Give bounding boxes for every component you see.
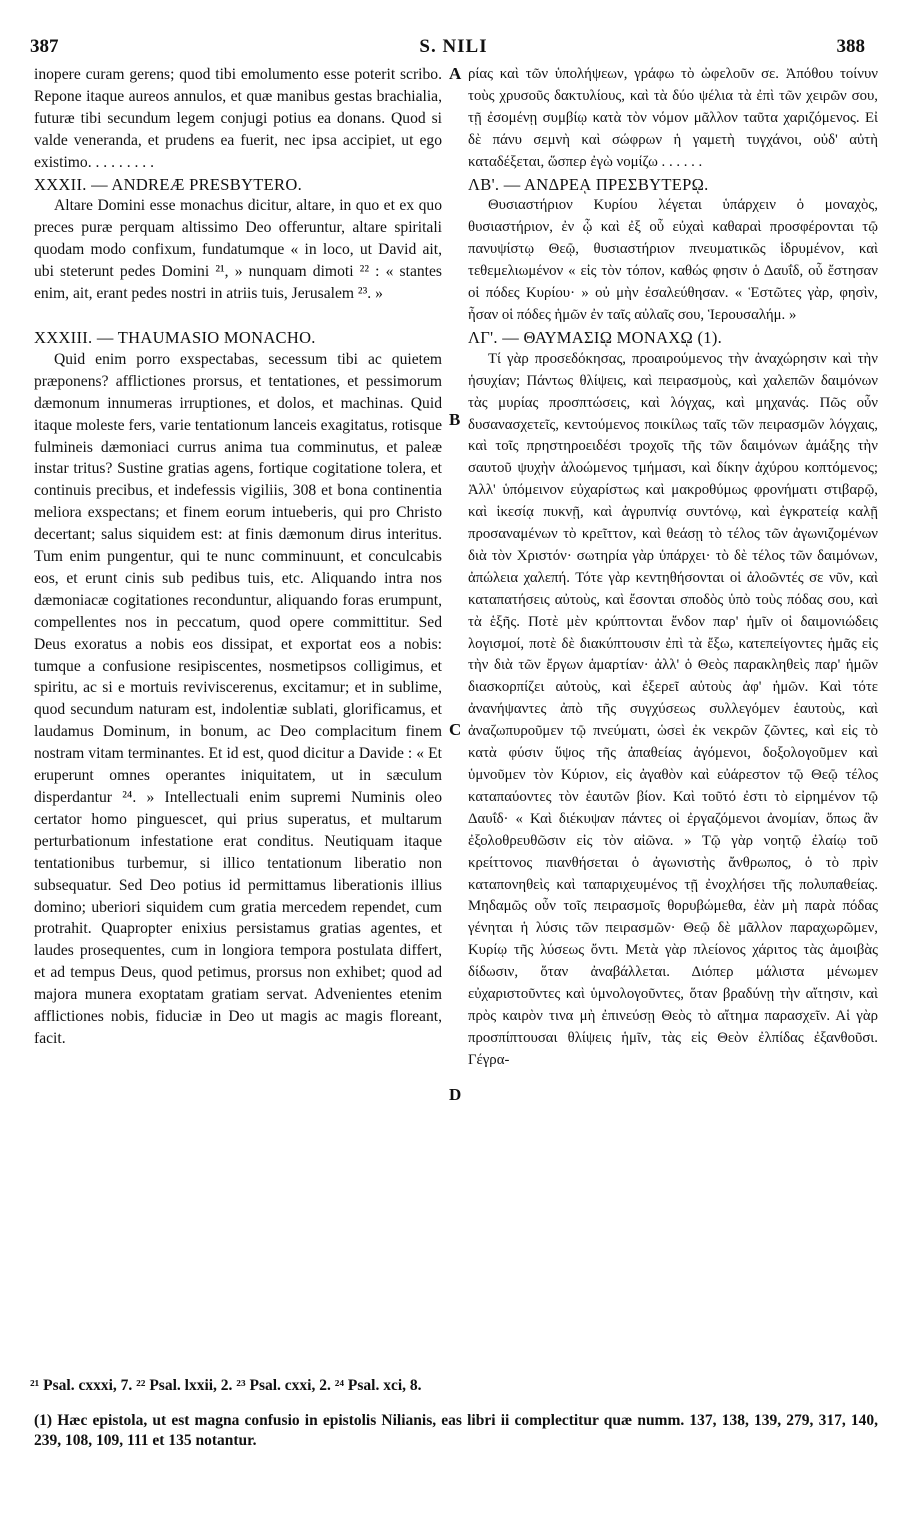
running-head: S. NILI: [419, 36, 488, 57]
latin-heading-xxxiii: XXXIII. — THAUMASIO MONACHO.: [34, 327, 316, 347]
page-number-right: 388: [836, 36, 865, 57]
latin-column: [34, 64, 442, 1050]
greek-body-lg: Τί γὰρ προσεδόκησας, προαιρούμενος τὴν ἀναχώρησιν καὶ τὴν ἡσυχίαν; Πάντως θλίψεις, καὶ πειρασμοὺς, καὶ χαλεπῶν δαιμόνων τὰς μυρίας προσπτώσεις, καὶ λόγχας, καὶ μηχανάς. Πῶς οὖν δυσανασχετεῖς, κεντούμενος ποικίλως ταῖς τῶν πειρασμῶν λόγχαις, καὶ τοῖς πρηστηροειδέσι τροχοῖς τῆς τῶν δαιμόνων ἁμάξης τὴν σαυτοῦ ψυχὴν ἀλοώμενος τμήμασι, καὶ δίκην ἀχύρου κοπτόμενος; Ἀλλ' ὑπόμεινον εὐχαρίστως καὶ μακροθύμως φρονήματι στιβαρῷ, καὶ ἱκεσίᾳ πυκνῇ, καὶ ἀγρυπνίᾳ συντόνῳ, καὶ ἐγκρατείᾳ καλῇ προσαναμένων τὸ κρεῖττον, καὶ θεάσῃ τὸ τέλος τῶν ἀγωνιζομένων διὰ τὸν Χριστόν· σωτηρία γὰρ ὑπάρχει· τὸ δὲ τέλος τῶν δαιμόνων, ἀπώλεια χαλεπή. Τότε γὰρ κεντηθήσονται οἱ ἀλοῶντές σε νῦν, καὶ καταπατήσεις αὐτοὺς, καὶ ἔσονται σποδὸς ὑπὸ τοὺς πόδας σου, καὶ τὰ ἑξῆς. Ποτὲ μὲν κρύπτονται ἔνδον παρ' ἡμῖν οἱ δαιμονιώδεις λογισμοί, ποτὲ δὲ διακύπτουσιν ἐπὶ τὰ ἔξω, κατεπείγοντες ἡμᾶς εἰς τὴν διὰ τῶν ἔργων ἁμαρτίαν· ἀλλ' ὁ Θεὸς παρακληθεὶς παρ' ἡμῶν διασκορπίζει αὐτοὺς, καὶ ἐξερεῖ αὐτοὺς ἀφ' ἡμῶν. Καὶ τότε ἀνανήψαντες ἀπὸ τῆς συγχύσεως συλλεγόμεν ἑαυτοὺς, καὶ ἀναζωπυροῦμεν τῷ πνεύματι, ὡσεὶ ἐκ νεκρῶν ζῶντες, καὶ εἰς τὸ κατὰ φύσιν ὕψος τῆς ἀπαθείας ἀγόμενοι, δοξολογοῦμεν καὶ ὑμνοῦμεν τὸν Κύριον, εἰς ἀγαθὸν καὶ εὐάρεστον τῷ Θεῷ τέλος καταπαύοντες τὸν ἑαυτῶν βίον. Καὶ τοῦτό ἐστι τὸ εἰρημένον τῷ Δαυΐδ· « Καὶ διέκυψαν πάντες οἱ ἐργαζόμενοι ἀνομίαν, ὅπως ἂν ἐξολοθρευθῶσιν εἰς τὸν αἰῶνα. » Τῷ γὰρ νοητῷ ἐλαίῳ τοῦ κρείττονος πιανθήσεται ὁ ἀγωνιστὴς ἄνθρωπος, ὁ τὸ πρὶν καταπονηθεὶς καὶ ταπαριχευμένος τῇ ἐνοχλήσει τῆς πολυπαθείας. Μηδαμῶς οὖν τοῖς πειρασμοῖς θορυβώμεθα, ἐὰν μὴ παρὰ πόδας γένηται ἡ λύσις τῶν πειρασμῶν· Θεῷ δὲ μᾶλλον παραχωρῶμεν, Κυρίῳ τῆς λύσεως ὄντι. Μετὰ γὰρ πλείονος χάριτος τὰς ἀμοιβὰς δίδωσιν, ὅταν ἀναβάλλεται. Διόπερ μάλιστα μένωμεν εὐχαριστοῦντες καὶ ὑμνολογοῦντες, ὅταν βραδύνῃ τὴν αἴτησιν, καὶ πρὸς καιρὸν τινα μὴ ἐπινεύσῃ Θεὸς τὸ αἴτημα παρασχεῖν. Αἱ γὰρ προσπίπτουσαι θλίψεις ἡμῖν, τὰς εἰς Θεὸν ἐλπίδας ἐξανθοῦσι. Γέγρα-: [468, 350, 878, 1068]
margin-letter-b: B: [449, 410, 461, 429]
greek-heading-lg: ΛΓ'. — ΘΑΥΜΑΣΙῼ ΜΟΝΑΧῼ (1).: [468, 327, 723, 347]
margin-letter-d: D: [449, 1085, 462, 1104]
footnote-references: ²¹ Psal. cxxxi, 7. ²² Psal. lxxii, 2. ²³ Psal. cxxi, 2. ²⁴ Psal. xci, 8.: [30, 1377, 422, 1394]
page-number-left: 387: [30, 36, 59, 57]
greek-body-lb: Θυσιαστήριον Κυρίου λέγεται ὑπάρχειν ὁ μοναχὸς, θυσιαστήριον, ἐν ᾧ καὶ ἐξ οὗ εὐχαὶ καθαραὶ προσφέρονται τῷ πανυψίστῳ Θεῷ, θυσιαστήριον πνευματικῶς ἱδρυμένον, καὶ τεθεμελιωμένον « εἰς τὸν τόπον, καθώς φησιν ὁ Δαυΐδ, οὗ ἔστησαν οἱ πόδες Κυρίου· » οὐ μὴν ἐσαλεύθησαν. « Ἑστῶτες γὰρ, φησὶν, ἦσαν οἱ πόδες ἡμῶν ἐν ταῖς αὐλαῖς σου, Ἱερουσαλήμ. »: [468, 197, 878, 323]
latin-body-xxxiii: Quid enim porro exspectabas, secessum tibi ac quietem præponens? afflictiones prorsus, et tentationes, et pessimorum dæmonum innumeras irruptiones, et dolos, et machinas. Quid itaque moleste fers, varie tentationum lanceis exagitatus, rotisque fulmineis dæmoniaci currus anima tua comminutus, et paleæ instar tritus? Sustine gratias agens, fortique cogitatione tolera, et continuis precibus, et indefessis vigiliis, 308 et bona continentia meliora exspectans; et finem eorum intueberis, qui pro Christo decertant; salus siquidem est: at finis dæmonum dirus interitus. Tum enim pungentur, qui te nunc comminuunt, et conculcabis eos, et erunt cinis sub pedibus tuis, etc. Aliquando intra nos dæmoniacæ cogitationes reconduntur, aliquando foras erumpunt, compellentes nos in peccatum, quod opere committitur. Sed Deus exoratus a nobis eos dissipat, et exportat eos a nobis: tumque a confusione resipiscentes, nosmetipsos colligimus, et spiritu, ac si e mortuis reviviscerenus, excitamur; et in sublime, quod secundum naturam est, indolentiæ sublati, glorificamus, et laudamus Dominum, in bonum, ac Deo complacitum finem nostram vitam terminantes. Et id est, quod dicitur a Davide : « Et eruperunt omnes operantes iniquitatem, ut in sæculum disperdantur ²⁴. » Intellectuali enim supremi Numinis oleo certator homo pinguescet, qui prius superatus, et multarum perturbationum infestatione erat conditus. Neutiquam itaque tentationibus turbemur, si illico tentationum liberatio non subsequatur. Sed Deo potius id permittamus liberationis illius domino; uberiori siquidem cum gratia mercedem rependet, cum protrahit. Quapropter enixius persistamus gratias agentes, et laudes prosequentes, cum in longiora tempora postulata differt, et ad tempus Deus, quod petimus, prorsus non exhibet; quod ad majora munera exoptatam gratiam servat. Advenientes etenim afflictiones nobis, fiduciæ in Deo ut magis ac magis floreant, facit.: [34, 350, 442, 1047]
margin-letter-a: A: [449, 64, 462, 83]
greek-heading-lb: ΛΒ'. — ΑΝΔΡΕᾼ ΠΡΕΣΒΥΤΕΡῼ.: [468, 174, 709, 194]
latin-intro: inopere curam gerens; quod tibi emolumento esse poterit scribo. Repone itaque aureos annulos, et quæ manibus gestas brachialia, futuræ tibi secundum legem conjugi potius ea donans. Quod si valde veneranda, et prudens ea fuerit, nec ipsa accipiet, ut ego existimo. . . . . . . . .: [34, 66, 442, 171]
footnote-note: (1) Hæc epistola, ut est magna confusio in epistolis Nilianis, eas libri ii complectitur quæ numm. 137, 138, 139, 279, 317, 140, 239, 108, 109, 111 et 135 notantur.: [34, 1412, 878, 1449]
greek-intro: ρίας καὶ τῶν ὑπολήψεων, γράφω τὸ ὠφελοῦν σε. Ἀπόθου τοίνυν τοὺς χρυσοῦς δακτυλίους, καὶ τὰ δύο ψέλια τὰ ἐπὶ τῶν χειρῶν σου, τῇ ἐσομένῃ συμβίῳ κατὰ τὸν νόμον μᾶλλον ταῦτα χαριζόμενος. Εἰ δὲ πάνυ σεμνὴ καὶ σώφρων ἡ γαμετὴ τυγχάνοι, οὐδ' αὐτὴ καταδέξεται, ὥσπερ ἐγὼ νομίζω . . . . . .: [468, 66, 878, 170]
latin-body-xxxii: Altare Domini esse monachus dicitur, altare, in quo et ex quo preces puræ perquam altissimo Deo offeruntur, altare spiritali quodam modo confixum, fundatumque « in loco, ut David ait, ubi steterunt pedes Domini ²¹, » nunquam dimoti ²² : « stantes enim, ait, erant pedes nostri in atriis tuis, Jerusalem ²³. »: [34, 197, 442, 303]
greek-column: [468, 64, 878, 1072]
margin-letter-c: C: [449, 720, 462, 739]
latin-heading-xxxii: XXXII. — ANDREÆ PRESBYTERO.: [34, 174, 302, 194]
